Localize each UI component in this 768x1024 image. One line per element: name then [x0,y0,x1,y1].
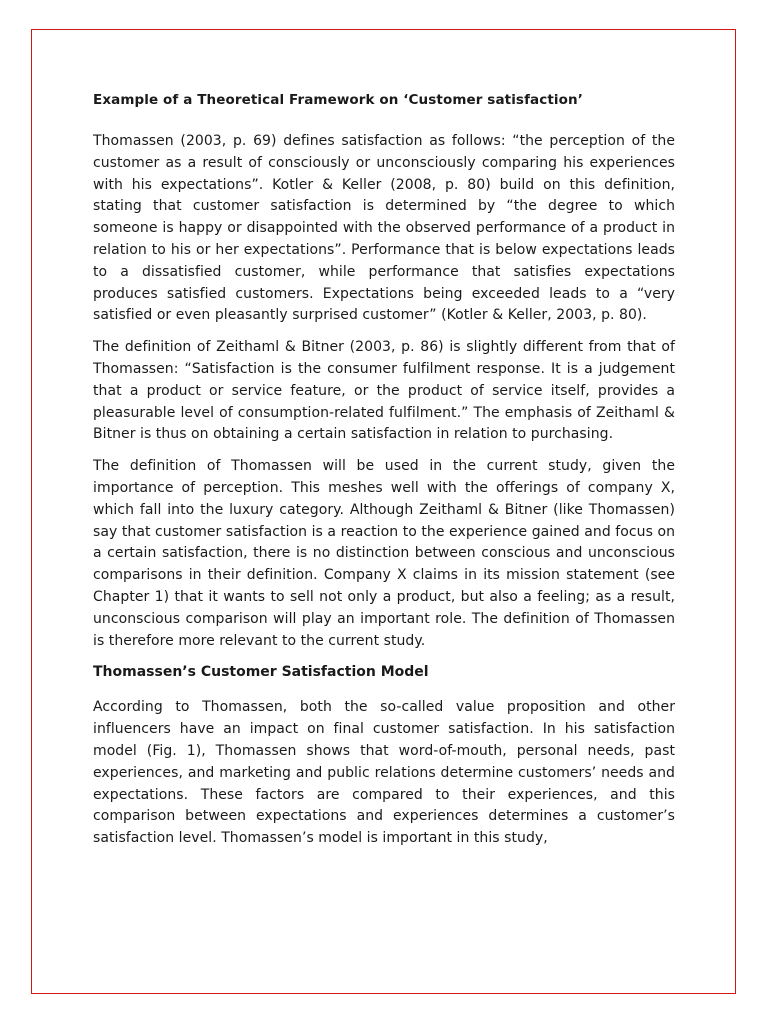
document-title: Example of a Theoretical Framework on ‘Customer satisfaction’ [93,92,583,108]
paragraph-definition-thomassen: Thomassen (2003, p. 69) defines satisfaction as follows: “the perception of the customer as a result of consciously or unconsciously comparing his experiences with his expectations”. Kotler & Keller (2008, p. 80) build on this definition, stating that customer satisfaction is determined by “the degree to which someone is happy or disappointed with the observed performance of a product in relation to his or her expectations”. Performance that is below expectations leads to a dissatisfied customer, while performance that satisfies expectations produces satisfied customers. Expectations being exceeded leads to a “very satisfied or even pleasantly surprised customer” (Kotler & Keller, 2003, p. 80). [93,133,675,324]
document-body [93,90,675,860]
paragraph-choice-of-definition: The definition of Thomassen will be used in the current study, given the importance of perception. This meshes well with the offerings of company X, which fall into the luxury category. Although Zeithaml & Bitner (like Thomassen) say that customer satisfaction is a reaction to the experience gained and focus on a certain satisfaction, there is no distinction between conscious and unconscious comparisons in their definition. Company X claims in its mission statement (see Chapter 1) that it wants to sell not only a product, but also a feeling; as a result, unconscious comparison will play an important role. The definition of Thomassen is therefore more relevant to the current study. [93,458,675,649]
paragraph-satisfaction-model: According to Thomassen, both the so-called value proposition and other influencers have an impact on final customer satisfaction. In his satisfaction model (Fig. 1), Thomassen shows that word-of-mouth, personal needs, past experiences, and marketing and public relations determine customers’ needs and expectations. These factors are compared to their experiences, and this comparison between expectations and experiences determines a customer’s satisfaction level. Thomassen’s model is important in this study, [93,699,675,847]
paragraph-definition-zeithaml: The definition of Zeithaml & Bitner (2003, p. 86) is slightly different from that of Thomassen: “Satisfaction is the consumer fulfilment response. It is a judgement that a product or service feature, or the product of service itself, provides a pleasurable level of consumption-related fulfilment.” The emphasis of Zeithaml & Bitner is thus on obtaining a certain satisfaction in relation to purchasing. [93,339,675,443]
section-heading: Thomassen’s Customer Satisfaction Model [93,664,429,681]
